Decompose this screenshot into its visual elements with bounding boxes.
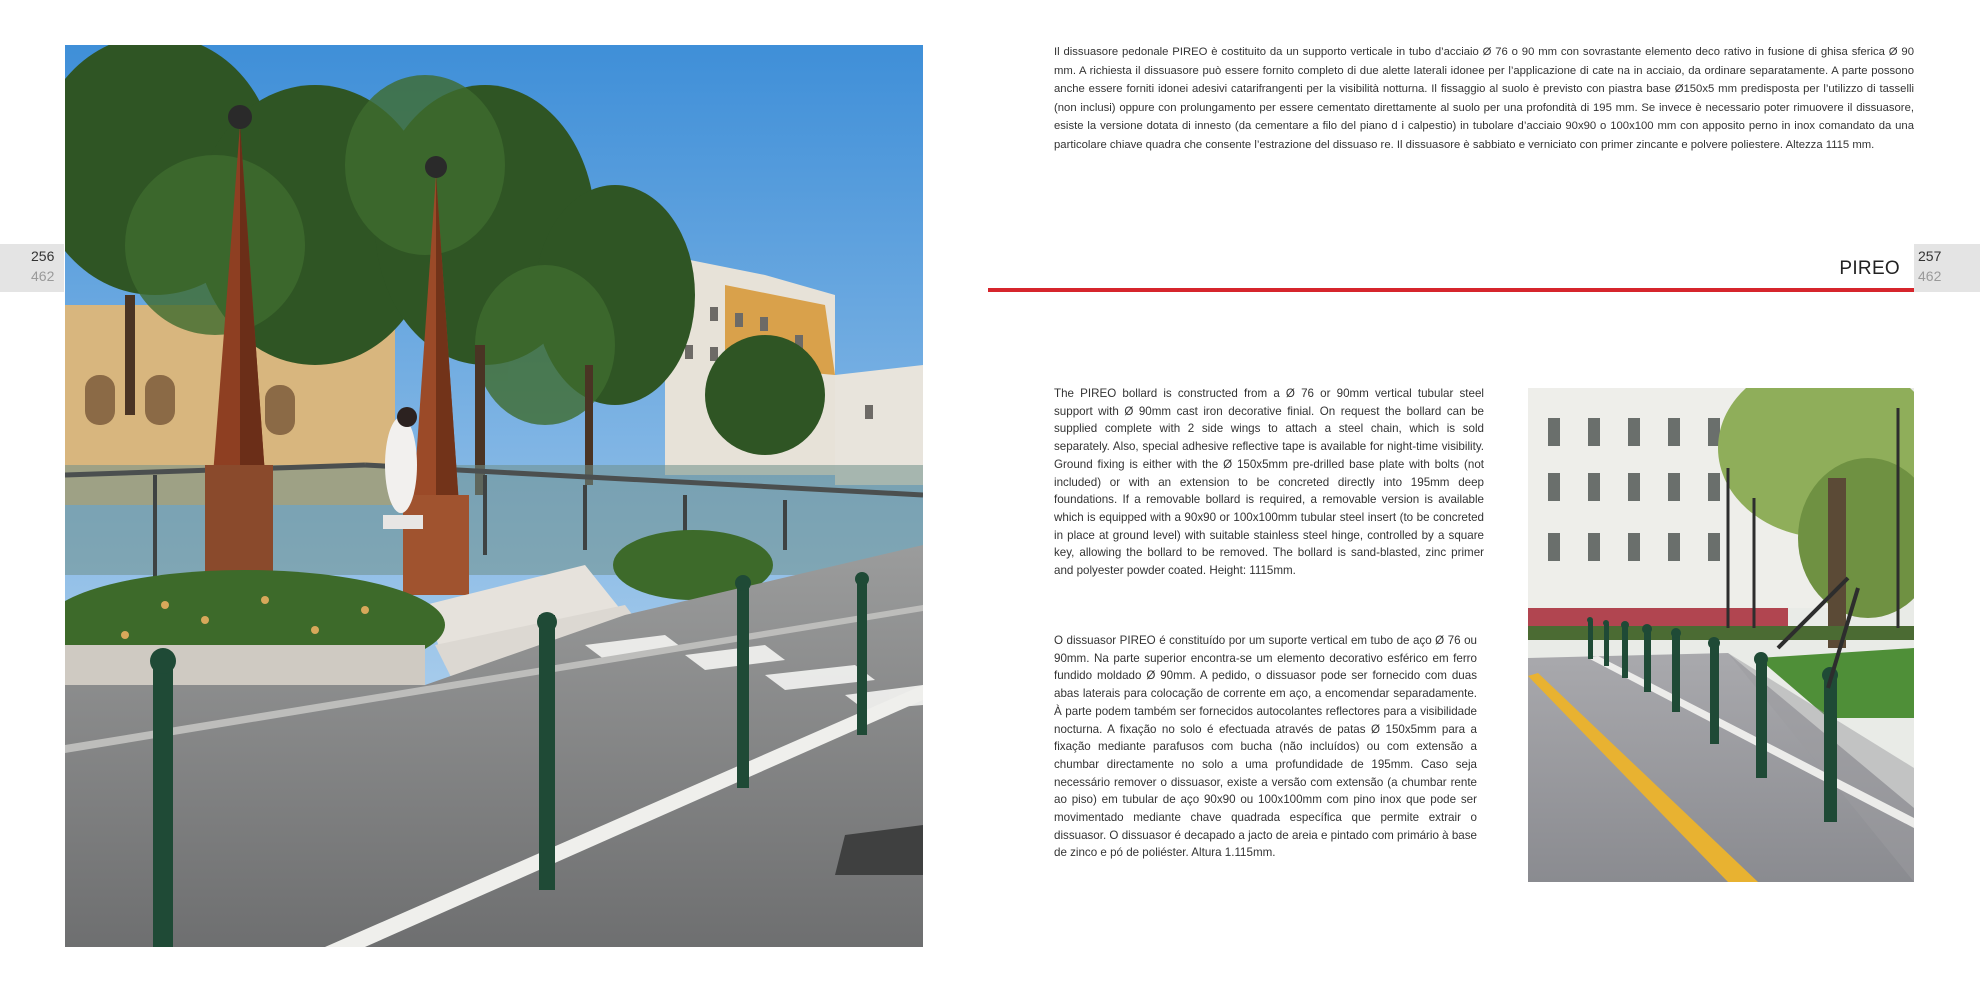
bollard-path-photo [1528, 388, 1914, 882]
page-total: 462 [1918, 268, 1942, 284]
title-divider [988, 288, 1914, 292]
page-number: 256 [31, 248, 55, 264]
page-number-tab-left [0, 244, 64, 292]
page-number: 257 [1918, 248, 1942, 264]
english-description: The PIREO bollard is constructed from a Ø 76 or 90mm vertical tubular steel support with Ø 90mm cast iron decorative finial. On request the bollard can be supplied complete with 2 side wings to attach a steel chain, which is sold separately. Also, special adhesive reflective tape is available for night-time visibility. Ground fixing is either with the Ø 150x5mm pre-drilled base plate with bolts (not included) or with an extension to be concreted directly into 195mm deep foundations. If a removable bollard is required, a removable version is available which is equipped with a 90x90 or 100x100mm tubular steel insert (to be concreted in place at ground level) with suitable stainless steel hinge, controlled by a square key, allowing the bollard to be removed. The bollard is sand-blasted, zinc primer and polyester powder coated. Height: 1115mm. [1054, 387, 1484, 578]
page-number-tab-right [1914, 244, 1980, 292]
main-street-photo [65, 45, 923, 947]
page-total: 462 [31, 268, 55, 284]
italian-description: Il dissuasore pedonale PIREO è costituito da un supporto verticale in tubo d’acciaio Ø 76 o 90 mm con sovrastante elemento deco rativo in fusione di ghisa sferica Ø 90 mm. A richiesta il dissuasore può essere fornito completo di due alette laterali idonee per l’applicazione di cate na in acciaio, da ordinare separatamente. A parte possono anche essere forniti idonei adesivi catarifrangenti per la visibilità notturna. Il fissaggio al suolo è previsto con piastra base Ø150x5 mm predisposta per l’utilizzo di tasselli (non inclusi) oppure con prolungamento per essere cementato direttamente al suolo per una profondità di 195 mm. Se invece è necessario poter rimuovere il dissuasore, esiste la versione dotata di innesto (da cementare a filo del piano d i calpestio) in tubolare d’acciaio 90x90 o 100x100 mm con apposito perno in inox comandato da una particolare chiave quadra che consente l’estrazione del dissuaso re. Il dissuasore è sabbiato e verniciato con primer zincante e polvere poliestere. Altezza 1115 mm. [1054, 46, 1914, 151]
product-title: PIREO [1839, 258, 1900, 279]
portuguese-description: O dissuasor PIREO é constituído por um suporte vertical em tubo de aço Ø 76 ou 90mm. Na parte superior encontra-se um elemento decorativo esférico em ferro fundido moldado Ø 90mm. A pedido, o dissuasor pode ser fornecido com duas abas laterais para colocação de corrente em aço, a encomendar separadamente. À parte podem também ser fornecidos autocolantes reflectores para a visibilidade nocturna. A fixação no solo é efectuada através de patas Ø 150x5mm para a fixação mediante parafusos com bucha (não incluídos) ou com extensão a chumbar directamente no solo a uma profundidade de 195mm. Caso seja necessário remover o dissuasor, existe a versão com extensão (a chumbar rente ao piso) em tubular de aço 90x90 ou 100x100mm com pino inox que pode ser movimentado mediante chave quadrada específica que permite extrair o dissuasor. O dissuasor é decapado a jacto de areia e pintado com primário à base de zinco e pó de poliéster. Altura 1.115mm. [1054, 634, 1477, 860]
